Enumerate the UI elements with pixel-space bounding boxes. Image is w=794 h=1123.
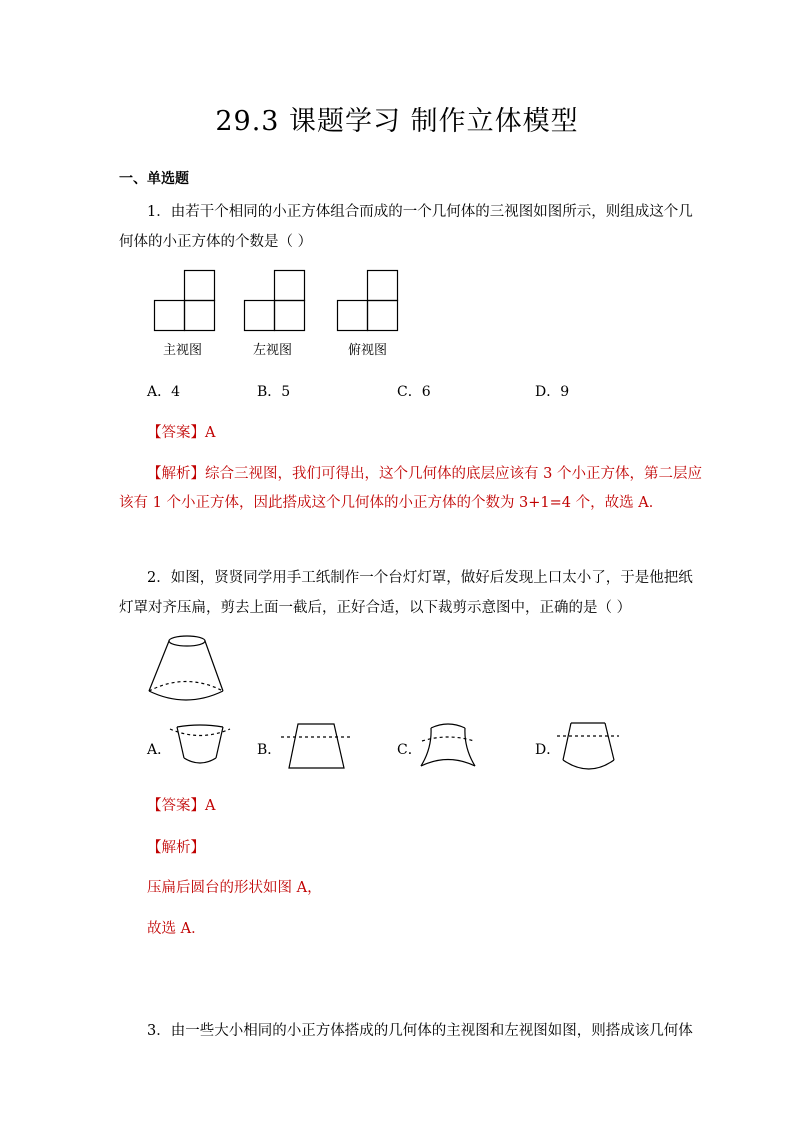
q2-option-a[interactable]: A． [147, 742, 172, 758]
q1-stem-line1: 1．由若干个相同的小正方体组合而成的一个几何体的三视图如图所示，则组成这个几 [147, 204, 693, 220]
q1-front-view [154, 270, 216, 332]
q1-top-view-cube-1 [338, 301, 368, 331]
q2-d-bottom-arc [563, 760, 614, 769]
q1-answer-tag: 【答案】 [147, 425, 205, 441]
q1-option-a[interactable]: A．4 [147, 384, 181, 400]
q1-view-label-front: 主视图 [163, 343, 203, 358]
page-title: 29.3 课题学习 制作立体模型 [215, 106, 579, 137]
q1-top-view [337, 270, 399, 332]
q2-c-cut-line [422, 737, 474, 741]
q2-option-b[interactable]: B． [257, 742, 282, 758]
q1-left-view-cube-3 [275, 271, 305, 301]
q2-answer [147, 794, 215, 815]
section-heading: 一、单选题 [119, 171, 189, 187]
q2-option-b-figure [281, 722, 351, 772]
q1-top-view-cube-3 [368, 271, 398, 301]
q2-answer-value: A [205, 798, 216, 814]
q1-option-d[interactable]: D．9 [535, 384, 570, 400]
q2-a-bottom-arc [184, 758, 216, 763]
q2-analysis-line2: 故选 A． [147, 921, 206, 937]
q2-analysis-tag: 【解析】 [147, 840, 205, 856]
q1-left-view-cube-2 [275, 301, 305, 331]
q1-left-view-cube-1 [245, 301, 275, 331]
q1-view-label-left: 左视图 [253, 343, 293, 358]
q2-c-top-arc [431, 724, 465, 728]
q1-front-view-cube-1 [155, 301, 185, 331]
q1-left-view [244, 270, 306, 332]
q3-stem-line1: 3．由一些大小相同的小正方体搭成的几何体的主视图和左视图如图，则搭成该几何体 [147, 1023, 693, 1039]
q1-front-view-cube-3 [185, 271, 215, 301]
q1-analysis-line1 [147, 462, 702, 483]
q1-top-view-cube-2 [368, 301, 398, 331]
q2-b-trapezoid [289, 724, 344, 768]
q1-analysis-tag: 【解析】 [147, 466, 205, 482]
q2-d-right-side [605, 723, 614, 760]
q2-answer-tag: 【答案】 [147, 798, 205, 814]
q1-option-b[interactable]: B．5 [257, 384, 291, 400]
q2-lampshade-left-side [149, 641, 169, 691]
q1-answer [147, 421, 215, 442]
q2-lampshade-bottom-back [149, 682, 223, 692]
q2-lampshade-right-side [205, 641, 223, 691]
q2-option-d-figure [557, 720, 622, 775]
q2-d-left-side [563, 723, 571, 760]
q2-lampshade-figure [146, 634, 226, 704]
q1-front-view-cube-2 [185, 301, 215, 331]
q2-a-right-side [216, 727, 223, 758]
q2-option-d[interactable]: D． [535, 742, 561, 758]
q2-option-c[interactable]: C． [397, 742, 422, 758]
q2-stem-line1: 2．如图，贤贤同学用手工纸制作一个台灯灯罩，做好后发现上口太小了，于是他把纸 [147, 570, 693, 586]
q2-c-right-side [465, 728, 475, 766]
q1-answer-value: A [205, 425, 216, 441]
q2-c-left-side [421, 728, 431, 766]
q2-lampshade-bottom-front [149, 691, 223, 700]
q1-analysis-text1: 综合三视图，我们可得出，这个几何体的底层应该有 3 个小正方体，第二层应 [205, 466, 702, 482]
q2-option-a-figure [170, 720, 230, 770]
q2-stem-line2: 灯罩对齐压扁，剪去上面一截后，正好合适，以下裁剪示意图中，正确的是（ ） [119, 600, 632, 616]
q2-a-top-arc [177, 725, 223, 727]
q2-option-c-figure [418, 720, 478, 775]
q1-stem-line2: 何体的小正方体的个数是（ ） [119, 234, 313, 250]
q1-view-label-top: 俯视图 [348, 343, 388, 358]
q1-analysis-line2: 该有 1 个小正方体，因此搭成这个几何体的小正方体的个数为 3+1=4 个，故选 A． [119, 495, 664, 511]
q2-lampshade-top-rim [169, 636, 205, 646]
q2-c-bottom-arc [421, 760, 475, 767]
q2-analysis-line1: 压扁后圆台的形状如图 A， [147, 880, 322, 896]
q1-option-c[interactable]: C．6 [397, 384, 431, 400]
